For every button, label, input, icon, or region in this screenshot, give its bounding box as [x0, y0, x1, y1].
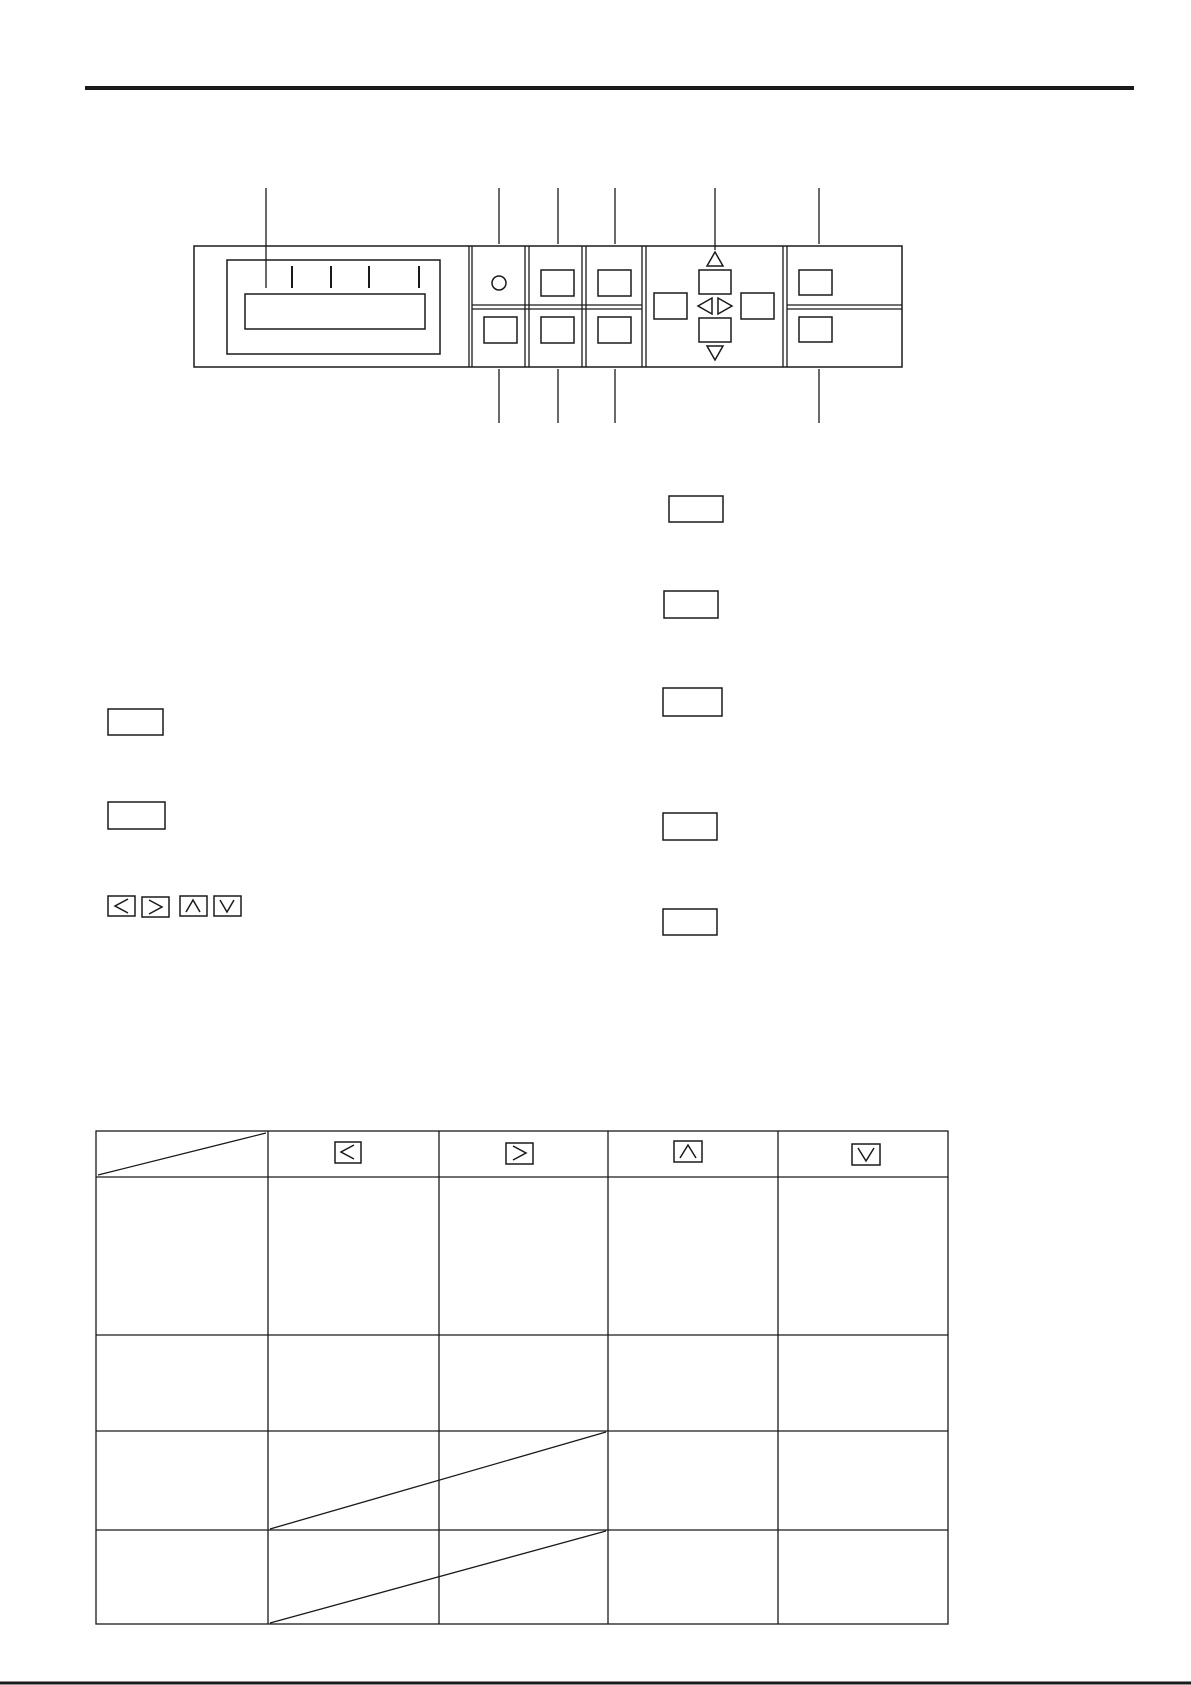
- table-header-left-icon: [335, 1142, 361, 1163]
- key-symbol-2: [108, 802, 165, 829]
- round-button[interactable]: [492, 276, 506, 290]
- key-symbol-5: [663, 688, 722, 716]
- table-header-down-icon: [852, 1144, 880, 1165]
- key-symbol-3: [669, 496, 723, 522]
- display-window: [227, 260, 440, 354]
- key-button-c[interactable]: [484, 317, 517, 343]
- key-function-table: [96, 1131, 948, 1624]
- control-panel: [194, 246, 902, 367]
- table-frame: [96, 1131, 948, 1624]
- key-symbol-6: [663, 813, 717, 840]
- left-arrow-icon: [698, 298, 712, 314]
- display-readout: [245, 294, 425, 329]
- key-button-d[interactable]: [541, 317, 574, 343]
- dpad-down-button[interactable]: [699, 318, 731, 342]
- key-symbol-7: [663, 909, 717, 935]
- side-key-bottom[interactable]: [799, 317, 832, 342]
- down-arrow-icon: [707, 346, 723, 360]
- dpad-right-button[interactable]: [741, 293, 774, 319]
- panel-frame: [194, 246, 902, 367]
- row3-diagonal: [270, 1432, 606, 1529]
- key-button-b[interactable]: [598, 270, 631, 296]
- dpad-up-button[interactable]: [699, 270, 731, 294]
- arrow-key-group: [108, 896, 241, 917]
- key-symbol-4: [664, 591, 718, 618]
- key-button-e[interactable]: [598, 317, 631, 343]
- down-arrow-key-icon: [214, 896, 241, 916]
- side-key-top[interactable]: [799, 270, 832, 295]
- table-header-right-icon: [506, 1143, 533, 1164]
- row4-diagonal: [270, 1531, 606, 1623]
- legend-left: [108, 709, 241, 917]
- legend-right: [663, 496, 723, 935]
- corner-header-diagonal: [98, 1133, 266, 1175]
- right-arrow-key-icon: [142, 897, 169, 917]
- up-arrow-key-icon: [180, 896, 207, 916]
- key-button-a[interactable]: [541, 270, 574, 296]
- right-arrow-icon: [718, 298, 732, 314]
- dpad-left-button[interactable]: [654, 293, 687, 319]
- table-header-up-icon: [674, 1141, 702, 1162]
- key-symbol-1: [108, 709, 163, 735]
- up-arrow-icon: [707, 252, 723, 266]
- direction-pad[interactable]: [654, 252, 774, 360]
- left-arrow-key-icon: [108, 896, 135, 916]
